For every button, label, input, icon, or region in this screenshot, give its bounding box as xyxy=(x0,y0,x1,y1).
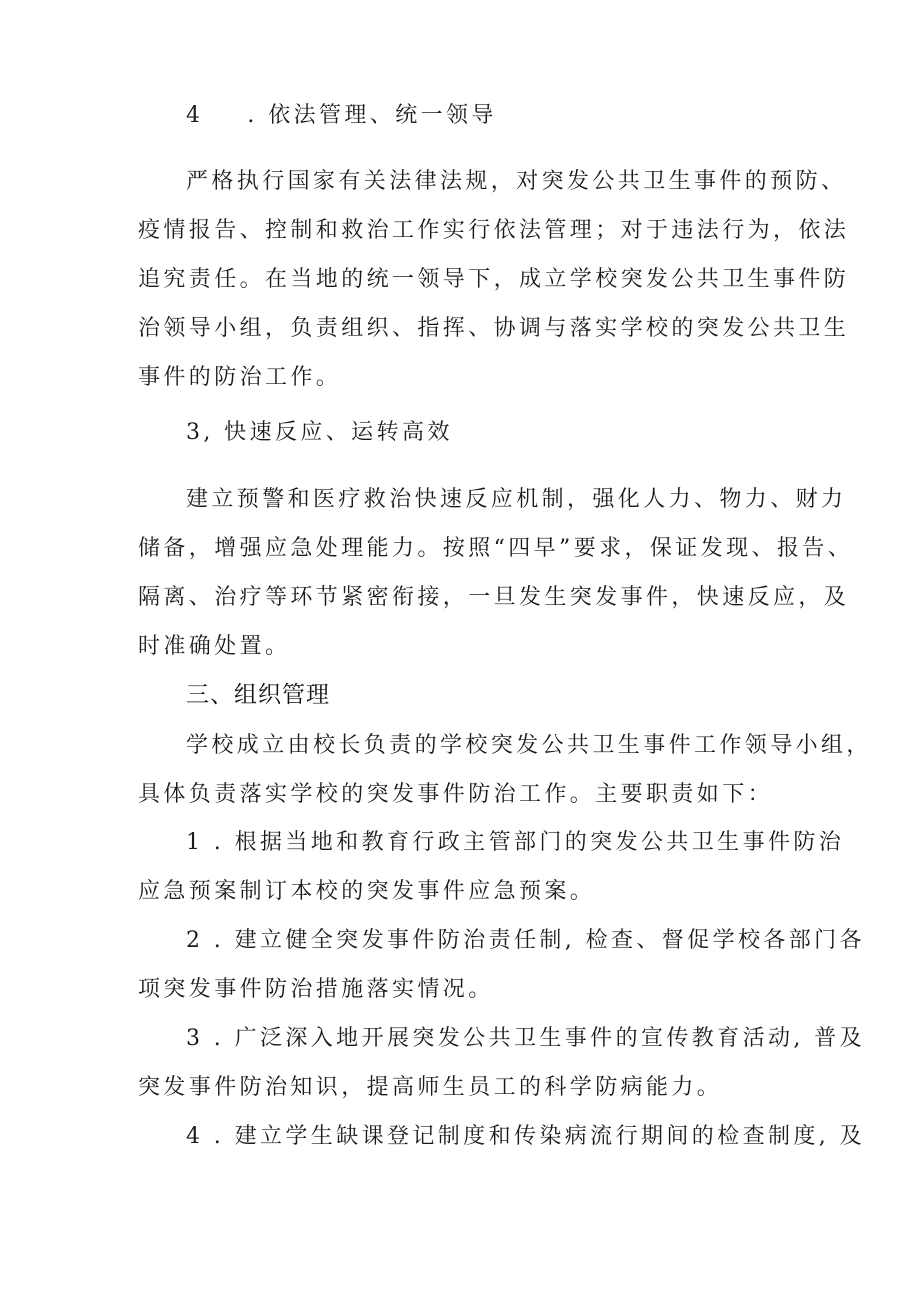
duty-2-line-2: 项突发事件防治措施落实情况。 xyxy=(138,977,494,1002)
item-3-body-line-4: 时准确处置。 xyxy=(138,634,291,659)
item-4-body-line-1: 严格执行国家有关法律法规，对突发公共卫生事件的预防、 xyxy=(186,169,847,194)
section-3-intro-line-2: 具体负责落实学校的突发事件防治工作。主要职责如下： xyxy=(138,782,774,807)
section-3-heading: 三、组织管理 xyxy=(186,682,330,708)
duty-3-line-1: 3 . 广泛深入地开展突发公共卫生事件的宣传教育活动, 普及 xyxy=(186,1026,865,1051)
item-4-body-line-3: 追究责任。在当地的统一领导下，成立学校突发公共卫生事件防 xyxy=(138,267,850,292)
item-4-body-line-4: 治领导小组，负责组织、指挥、协调与落实学校的突发公共卫生 xyxy=(138,316,850,341)
item-4-number: 4 xyxy=(186,103,204,128)
item-4-title: . 依法管理、统一领导 xyxy=(247,103,497,128)
section-3-intro-line-1: 学校成立由校长负责的学校突发公共卫生事件工作领导小组， xyxy=(186,733,872,758)
item-4-title-line xyxy=(186,103,497,129)
item-3-body-line-1: 建立预警和医疗救治快速反应机制，强化人力、物力、财力 xyxy=(186,487,847,512)
item-3-body-line-2: 储备，增强应急处理能力。按照“四早”要求，保证发现、报告、 xyxy=(138,536,854,561)
duty-4-line-1: 4 . 建立学生缺课登记制度和传染病流行期间的检查制度, 及 xyxy=(186,1124,865,1149)
duty-2-line-1: 2 . 建立健全突发事件防治责任制, 检查、督促学校各部门各 xyxy=(186,928,865,953)
item-3-body-line-3: 隔离、治疗等环节紧密衔接，一旦发生突发事件，快速反应，及 xyxy=(138,585,850,610)
duty-1-line-2: 应急预案制订本校的突发事件应急预案。 xyxy=(138,879,596,904)
item-4-body-line-2: 疫情报告、控制和救治工作实行依法管理；对于违法行为，依法 xyxy=(138,218,850,243)
item-4-body-line-5: 事件的防治工作。 xyxy=(138,365,342,390)
duty-1-line-1: 1 . 根据当地和教育行政主管部门的突发公共卫生事件防治 xyxy=(186,830,845,855)
duty-3-line-2: 突发事件防治知识，提高师生员工的科学防病能力。 xyxy=(138,1075,723,1100)
item-3-title: 3, 快速反应、运转高效 xyxy=(186,420,453,445)
